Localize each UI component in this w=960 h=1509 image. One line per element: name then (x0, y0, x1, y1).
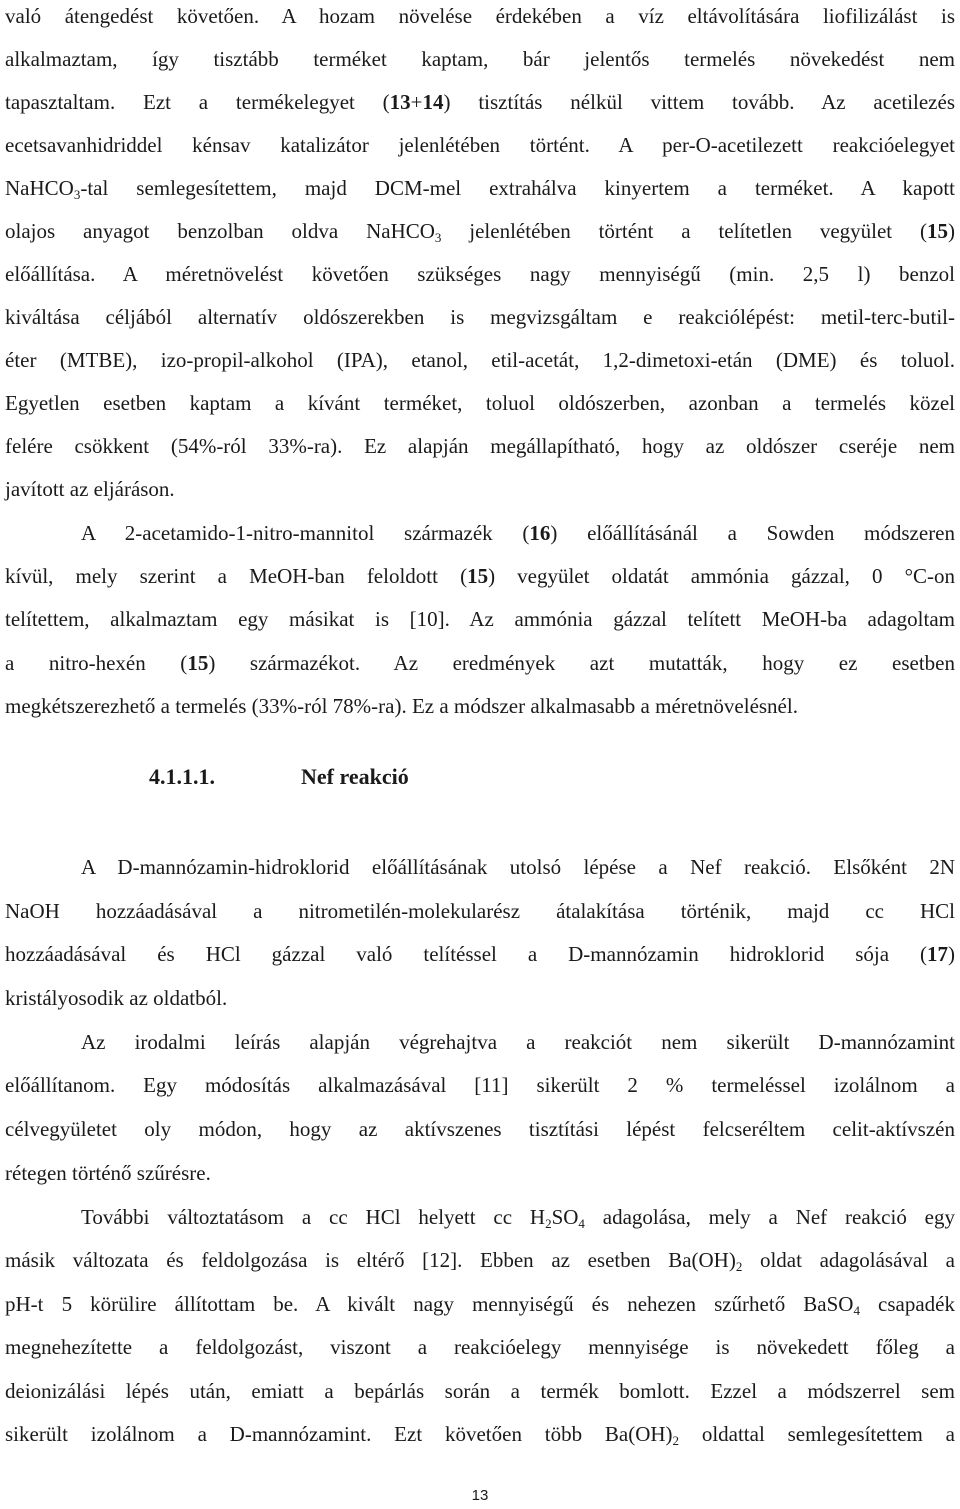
section-title: Nef reakció (301, 764, 409, 789)
text-line: NaOH hozzáadásával a nitrometilén-molekularész átalakítása történik, majd cc HCl (5, 899, 955, 923)
page-number: 13 (471, 1487, 489, 1504)
text-line: Az irodalmi leírás alapján végrehajtva a reakciót nem sikerült D-mannózamint (81, 1030, 955, 1054)
text-line: előállítanom. Egy módosítás alkalmazásával [11] sikerült 2 % termeléssel izolálnom a (5, 1073, 955, 1097)
text-line: előállítása. A méretnövelést követően szükséges nagy mennyiségű (min. 2,5 l) benzol (5, 262, 955, 286)
text-line: felére csökkent (54%-ról 33%-ra). Ez alapján megállapítható, hogy az oldószer cseréje nem (5, 434, 955, 458)
text-line: kívül, mely szerint a MeOH-ban feloldott (15) vegyület oldatát ammónia gázzal, 0 °C-on (5, 564, 955, 588)
text-line: kiváltása céljából alternatív oldószerekben is megvizsgáltam e reakciólépést: metil-terc-butil- (5, 305, 955, 329)
text-line: kristályosodik az oldatból. (5, 986, 228, 1010)
text-line: NaHCO$_3$-tal semlegesítettem, majd DCM-mel extrahálva kinyertem a terméket. A kapott (5, 176, 955, 202)
text-line: megkétszerezhető a termelés (33%-ról 78%-ra). Ez a módszer alkalmasabb a méretnövelésnél. (5, 694, 798, 718)
text-line: a nitro-hexén (15) származékot. Az eredmények azt mutatták, hogy ez esetben (5, 651, 955, 675)
section-number: 4.1.1.1. (149, 764, 215, 789)
text-line: A D-mannózamin-hidroklorid előállításának utolsó lépése a Nef reakció. Elsőként 2N (81, 855, 955, 879)
text-line: javított az eljáráson. (5, 477, 175, 501)
text-line: deionizálási lépés után, emiatt a bepárlás során a termék bomlott. Ezzel a módszerrel sem (5, 1379, 955, 1403)
text-line: pH-t 5 körülire állítottam be. A kivált nagy mennyiségű és nehezen szűrhető BaSO$_4$ csapadék (5, 1292, 955, 1318)
text-line: sikerült izolálnom a D-mannózamint. Ezt követően több $Ba(OH)_2$ oldattal semlegesítettem a (5, 1422, 955, 1448)
text-line: olajos anyagot benzolban oldva NaHCO$_3$ jelenlétében történt a telítetlen vegyület (15) (5, 219, 955, 245)
text-line: másik változata és feldolgozása is eltérő [12]. Ebben az esetben $Ba(OH)_2$ oldat adagolásával a (5, 1248, 955, 1274)
text-line: A 2-acetamido-1-nitro-mannitol származék (16) előállításánál a Sowden módszeren (81, 521, 956, 545)
text-line: megnehezítette a feldolgozást, viszont a reakcióelegy mennyisége is növekedett főleg a (5, 1335, 955, 1359)
text-line: éter (MTBE), izo-propil-alkohol (IPA), etanol, etil-acetát, 1,2-dimetoxi-etán (DME) és toluol. (5, 348, 955, 372)
text-line: ecetsavanhidriddel kénsav katalizátor jelenlétében történt. A per-O-acetilezett reakcióelegyet (5, 133, 955, 157)
text-line: célvegyületet oly módon, hogy az aktívszenes tisztítási lépést felcseréltem celit-aktívszén (5, 1117, 955, 1141)
text-line: alkalmaztam, így tisztább terméket kaptam, bár jelentős termelés növekedést nem (5, 47, 955, 71)
text-line: telítettem, alkalmaztam egy másikat is [10]. Az ammónia gázzal telített MeOH-ba adagoltam (5, 607, 955, 631)
text-line: rétegen történő szűrésre. (5, 1161, 211, 1185)
text-line: Egyetlen esetben kaptam a kívánt terméket, toluol oldószerben, azonban a termelés közel (5, 391, 955, 415)
text-line: hozzáadásával és HCl gázzal való telítéssel a D-mannózamin hidroklorid sója (17) (5, 942, 955, 966)
text-line: való átengedést követően. A hozam növelése érdekében a víz eltávolítására liofilizálást is (5, 4, 955, 28)
text-line: További változtatásom a cc HCl helyett cc $H_2SO_4$ adagolása, mely a Nef reakció egy (81, 1205, 955, 1231)
text-line: tapasztaltam. Ezt a termékelegyet (13+14) tisztítás nélkül vittem tovább. Az acetilezés (5, 90, 955, 114)
